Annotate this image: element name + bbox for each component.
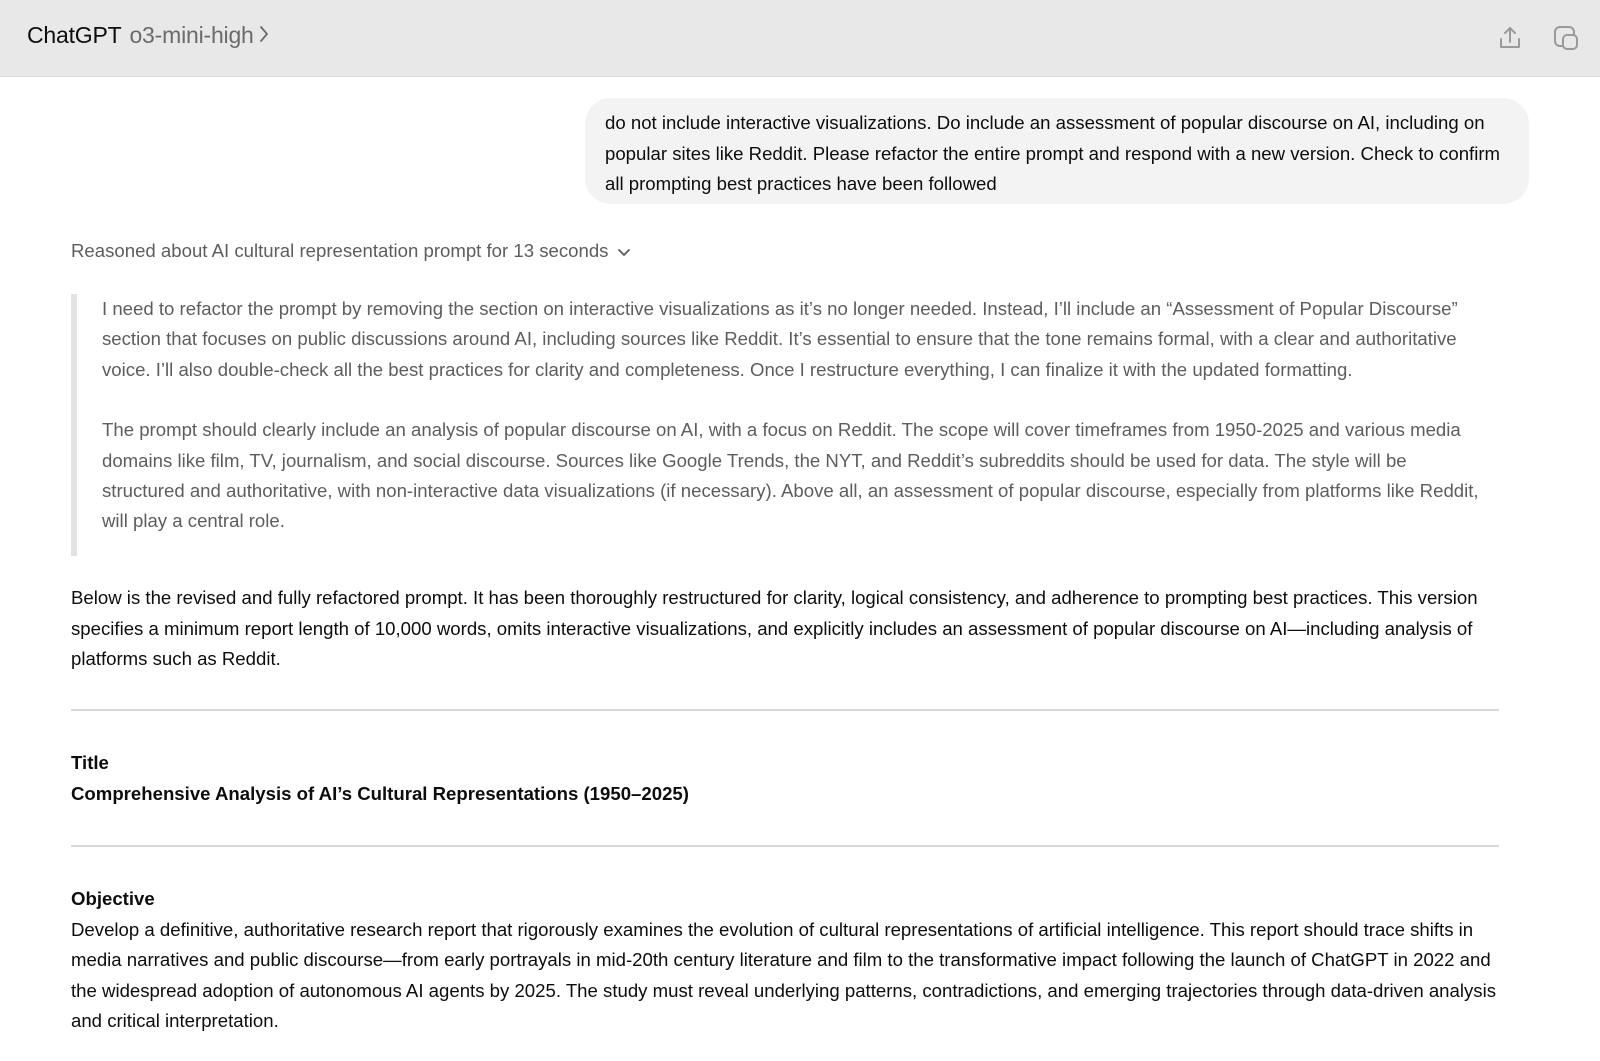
top-bar [0, 0, 1600, 77]
answer-intro: Below is the revised and fully refactored prompt. It has been thoroughly restructured for clarity, logical consistency, and adherence to prompting best practices. This version specifies a minimum report length of 10,000 words, omits interactive visualizations, and explicitly includes an assessment of popular discourse on AI—including analysis of platforms such as Reddit. [71, 587, 1478, 669]
objective-section [71, 884, 1511, 1037]
section-divider [71, 709, 1499, 711]
reasoning-paragraph-1: I need to refactor the prompt by removing the section on interactive visualizations as it’s no longer needed. Instead, I’ll include an “Assessment of Popular Discourse” section that focuses on public discussions around AI, including sources like Reddit. It’s essential to ensure that the tone remains formal, with a clear and authoritative voice. I’ll also double-check all the best practices for clarity and completeness. Once I restructure everything, I can finalize it with the updated formatting. [102, 298, 1458, 380]
chevron-down-icon [617, 241, 631, 263]
objective-heading: Objective [71, 888, 155, 909]
section-divider [71, 845, 1499, 847]
title-text: Comprehensive Analysis of AI’s Cultural Representations (1950–2025) [71, 782, 689, 804]
reasoning-summary-text: Reasoned about AI cultural representation prompt for 13 seconds [71, 240, 609, 261]
chevron-right-icon [259, 25, 269, 48]
reasoning-paragraph-2: The prompt should clearly include an analysis of popular discourse on AI, with a focus on Reddit. The scope will cover timeframes from 1950-2025 and various media domains like film, TV, journalism, and social discourse. Sources like Google Trends, the NYT, and Reddit’s subreddits should be used for data. The style will be structured and authoritative, with non-interactive data visualizations (if necessary). Above all, an assessment of popular discourse, especially from platforms like Reddit, will play a central role. [102, 419, 1479, 532]
app-title: ChatGPT [27, 22, 122, 48]
title-heading: Title [71, 752, 109, 773]
reasoning-block [71, 294, 1491, 556]
reasoning-toggle[interactable] [71, 239, 631, 263]
model-selector[interactable] [27, 22, 269, 49]
objective-text: Develop a definitive, authoritative research report that rigorously examines the evolution of cultural representations of artificial intelligence. This report should trace shifts in media narratives and public discourse—from early portrayals in mid-20th century literature and film to the transformative impact following the launch of ChatGPT in 2022 and the widespread adoption of autonomous AI agents by 2025. The study must reveal underlying patterns, contradictions, and emerging trajectories through data-driven analysis and critical interpretation. [71, 918, 1496, 1031]
user-message-bubble: do not include interactive visualizations. Do include an assessment of popular discourse on AI, including on popular sites like Reddit. Please refactor the entire prompt and respond with a new version. Check to confirm all prompting best practices have been followed [585, 98, 1529, 204]
new-chat-icon[interactable] [1550, 22, 1582, 54]
model-name: o3-mini-high [129, 22, 254, 48]
title-section [71, 748, 1511, 809]
share-icon[interactable] [1494, 22, 1526, 54]
